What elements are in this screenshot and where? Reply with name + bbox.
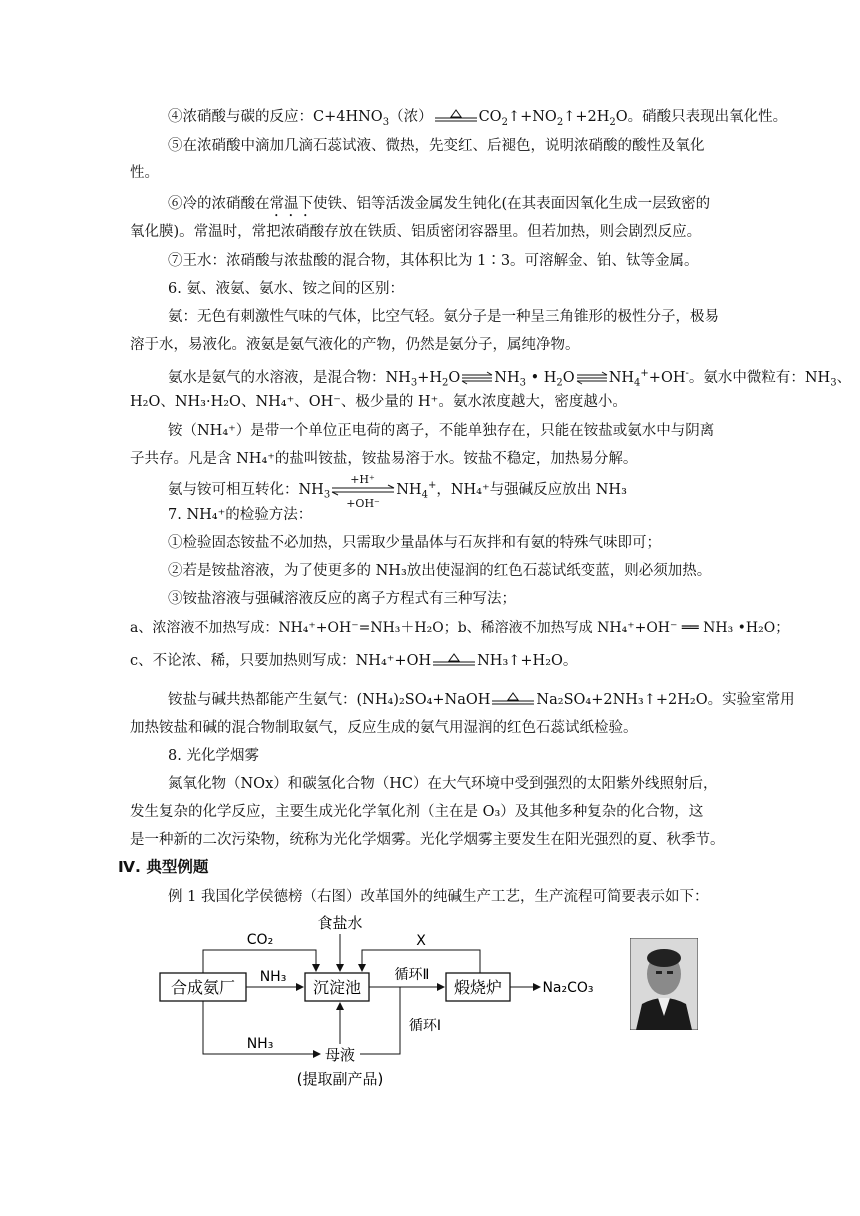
cycle1-label: 循环Ⅰ	[408, 1018, 442, 1034]
text-line-19: a、浓溶液不加热写成：NH₄⁺+OH⁻=NH₃＋H₂O；b、稀溶液不加热写成 NH₄⁺+OH⁻ ══ NH₃ •H₂O；	[130, 620, 790, 636]
reversible-arrow-1	[460, 371, 494, 385]
text-line-5: 氧化膜)。常温时，常把浓硝酸存放在铁质、铝质密闭容器里。但若加热，则会剧烈反应。	[130, 224, 702, 240]
portrait-photo	[630, 938, 698, 1030]
nh3-top-label: NH₃	[259, 969, 287, 985]
text-line-12: 铵（NH₄⁺）是带一个单位正电荷的离子，不能单独存在，只能在铵盐或氨水中与阴离	[168, 423, 715, 439]
text-line-9: 溶于水，易液化。液氨是氨气液化的产物，仍然是氨分子，属纯净物。	[130, 337, 580, 353]
text-line-21: 铵盐与碱共热都能产生氨气：(NH₄)₂SO₄+NaOH Na₂SO₄+2NH₃↑+2H₂O。实验室常用	[168, 692, 795, 708]
text-line-18: ③铵盐溶液与强碱溶液反应的离子方程式有三种写法；	[168, 591, 516, 607]
text-line-8: 氨：无色有刺激性气味的气体，比空气轻。氨分子是一种呈三角锥形的极性分子，极易	[168, 309, 719, 325]
synth-label: 合成氨厂	[170, 978, 236, 997]
co2-label: CO₂	[246, 932, 274, 948]
precip-label: 沉淀池	[312, 978, 362, 997]
text-line-25: 发生复杂的化学反应，主要生成光化学氧化剂（主在是 O₃）及其他多种复杂的化合物，这	[130, 804, 704, 820]
text-line-6: ⑦王水：浓硝酸与浓盐酸的混合物，其体积比为 1∶3。可溶解金、铂、钛等金属。	[168, 253, 699, 269]
heat-equal-sign	[490, 692, 536, 708]
furnace-label: 煅烧炉	[453, 978, 503, 997]
heat-equal-sign	[431, 653, 477, 669]
equilibrium-arrows: +H⁺ +OH⁻	[330, 480, 396, 500]
text-line-14: 氨与铵可相互转化：$NH_3$ +H⁺ +OH⁻ $NH_4^+$，NH₄⁺与强碱反应放出 NH₃	[168, 472, 627, 510]
flow-diagram	[150, 908, 630, 1094]
byproduct-label: (提取副产品)	[296, 1070, 384, 1088]
text-line-1: ④浓硝酸与碳的反应：$C+4HNO_3$（浓） $CO_2↑+NO_2↑+2H_2O$。硝酸只表现出氧化性。	[168, 109, 788, 128]
reversible-arrow-2	[575, 371, 609, 385]
text-line-20: c、不论浓、稀，只要加热则写成：NH₄⁺+OH NH₃↑+H₂O。	[130, 653, 578, 669]
text-line-22: 加热铵盐和碱的混合物制取氨气，反应生成的氨气用湿润的红色石蕊试纸检验。	[130, 720, 638, 736]
text-line-7: 6. 氨、液氨、氨水、铵之间的区别：	[168, 281, 404, 297]
x-label: X	[416, 933, 426, 949]
product-label: Na₂CO₃	[542, 980, 594, 996]
text-line-11: H₂O、NH₃·H₂O、NH₄⁺、OH⁻、极少量的 H⁺。氨水浓度越大，密度越小。	[130, 394, 627, 410]
section-heading: Ⅳ. 典型例题	[118, 858, 209, 876]
text-line-23: 8. 光化学烟雾	[168, 748, 259, 764]
nh3-bottom-label: NH₃	[246, 1036, 274, 1052]
text-line-15: 7. NH₄⁺的检验方法：	[168, 507, 313, 523]
text-line-3: 性。	[130, 165, 159, 181]
text-line-16: ①检验固态铵盐不必加热，只需取少量晶体与石灰拌和有氨的特殊气味即可；	[168, 535, 661, 551]
text-line-27: 例 1 我国化学侯德榜（右图）改革国外的纯碱生产工艺，生产流程可简要表示如下：	[168, 889, 709, 905]
text-line-13: 子共存。凡是含 NH₄⁺的盐叫铵盐，铵盐易溶于水。铵盐不稳定，加热易分解。	[130, 451, 638, 467]
cycle2-label: 循环Ⅱ	[394, 967, 430, 983]
text-line-4: ⑥冷的浓硝酸在常温下使铁、铝等活泼金属发生钝化(在其表面因氧化生成一层致密的	[168, 196, 711, 212]
text-line-26: 是一种新的二次污染物，统称为光化学烟雾。光化学烟雾主要发生在阳光强烈的夏、秋季节。	[130, 832, 725, 848]
text-line-10: 氨水是氨气的水溶液，是混合物：$NH_3+H_2O$ $NH_3$ • $H_2O$ $NH_4^++OH^-$。氨水中微粒有：$NH_3$、	[168, 368, 852, 389]
brine-label: 食盐水	[317, 914, 363, 932]
heat-equal-sign	[433, 109, 479, 125]
text-line-2: ⑤在浓硝酸中滴加几滴石蕊试液、微热，先变红、后褪色，说明浓硝酸的酸性及氧化	[168, 138, 705, 154]
text-line-24: 氮氧化物（NOx）和碳氢化合物（HC）在大气环境中受到强烈的太阳紫外线照射后，	[168, 776, 718, 792]
text-line-17: ②若是铵盐溶液，为了使更多的 NH₃放出使湿润的红色石蕊试纸变蓝，则必须加热。	[168, 563, 712, 579]
mother-label: 母液	[324, 1046, 356, 1064]
